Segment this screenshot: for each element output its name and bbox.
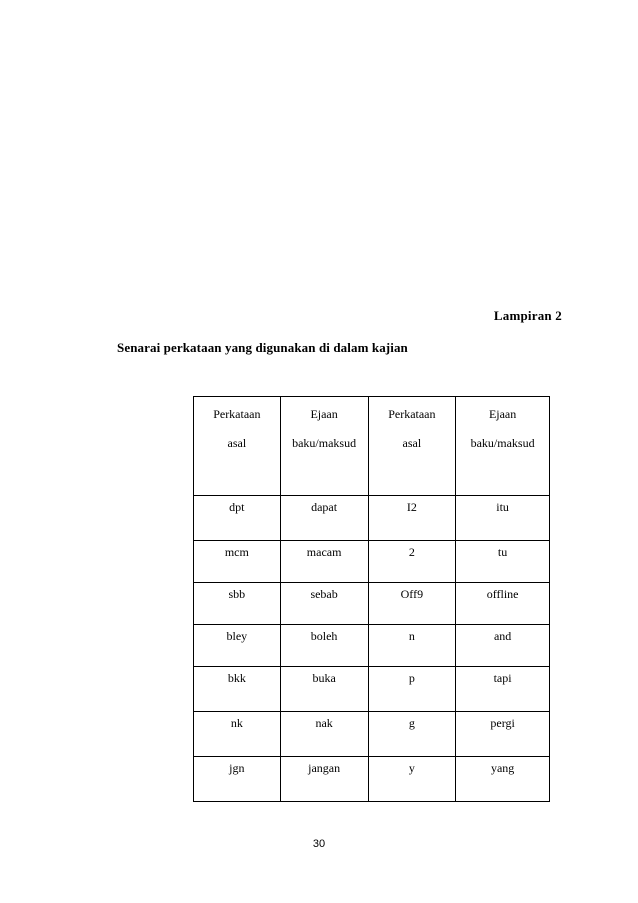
table-cell: n <box>368 625 456 667</box>
header-line: baku/maksud <box>292 436 357 450</box>
table-row <box>194 712 550 757</box>
header-original-word-2 <box>368 397 456 496</box>
table-cell: and <box>456 625 550 667</box>
table-cell: g <box>368 712 456 757</box>
table-cell: offline <box>456 583 550 625</box>
table-cell: nk <box>194 712 281 757</box>
table-row <box>194 667 550 712</box>
table-cell: itu <box>456 496 550 541</box>
table-cell: sbb <box>194 583 281 625</box>
table-cell: jangan <box>280 757 368 802</box>
table-cell: dapat <box>280 496 368 541</box>
header-line: Ejaan <box>310 407 338 421</box>
table-row <box>194 625 550 667</box>
appendix-label: Lampiran 2 <box>493 308 562 323</box>
table-cell: Off9 <box>368 583 456 625</box>
table-row <box>194 583 550 625</box>
header-line: asal <box>402 436 422 450</box>
table-cell: 2 <box>368 541 456 583</box>
table-cell: boleh <box>280 625 368 667</box>
table-cell: bley <box>194 625 281 667</box>
table-cell: pergi <box>456 712 550 757</box>
word-list-table <box>193 396 550 802</box>
table-cell: yang <box>456 757 550 802</box>
table-cell: y <box>368 757 456 802</box>
table-cell: nak <box>280 712 368 757</box>
table-row <box>194 541 550 583</box>
header-line: Perkataan <box>213 407 261 421</box>
header-line: Perkataan <box>388 407 436 421</box>
section-heading: Senarai perkataan yang digunakan di dalam kajian <box>117 340 408 355</box>
page-number: 30 <box>312 838 326 850</box>
table-cell: sebab <box>280 583 368 625</box>
table-cell: tapi <box>456 667 550 712</box>
table-row <box>194 757 550 802</box>
header-standard-spelling-1 <box>280 397 368 496</box>
header-line: baku/maksud <box>470 436 535 450</box>
header-original-word-1 <box>194 397 281 496</box>
table-cell: bkk <box>194 667 281 712</box>
table-cell: tu <box>456 541 550 583</box>
header-line: Ejaan <box>488 407 517 421</box>
table-cell: macam <box>280 541 368 583</box>
header-line: asal <box>227 436 247 450</box>
table-cell: mcm <box>194 541 281 583</box>
table-cell: jgn <box>194 757 281 802</box>
table-cell: buka <box>280 667 368 712</box>
table-row <box>194 496 550 541</box>
header-standard-spelling-2 <box>456 397 550 496</box>
table-cell: p <box>368 667 456 712</box>
table-header-row <box>194 397 550 496</box>
table-cell: dpt <box>194 496 281 541</box>
table-cell: I2 <box>368 496 456 541</box>
